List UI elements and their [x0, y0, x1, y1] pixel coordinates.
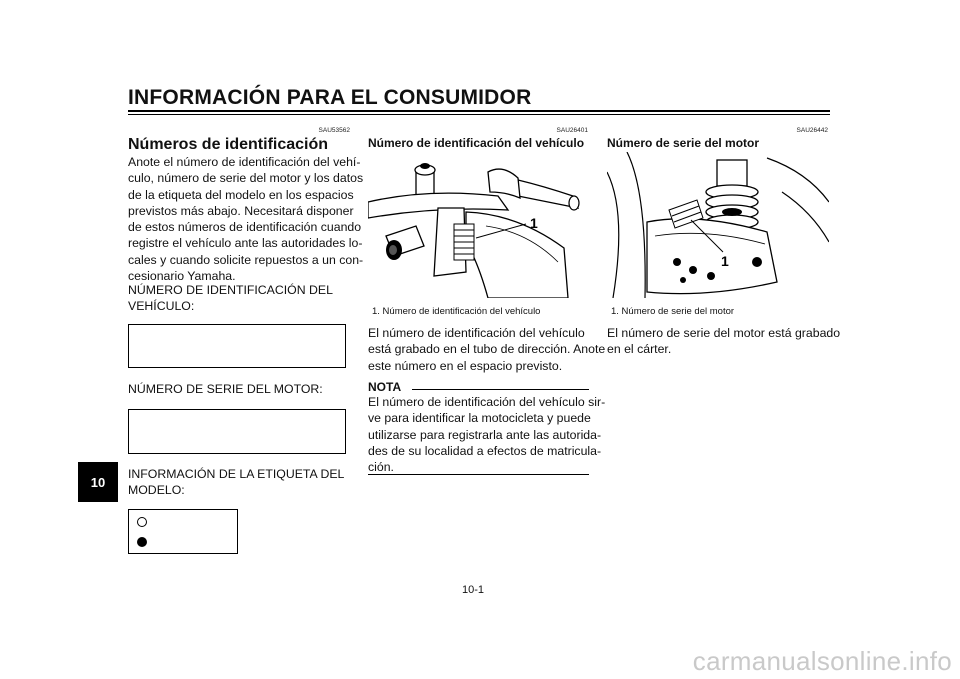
text-line: culo, número de serie del motor y los datos: [128, 171, 364, 186]
figure-caption: 1. Número de identificación del vehículo: [372, 306, 541, 317]
text-line: de estos números de identificación cuando: [128, 220, 362, 235]
note-label: NOTA: [368, 380, 402, 394]
text-line: ción.: [368, 460, 394, 475]
text-line: El número de identificación del vehículo: [368, 326, 585, 340]
vin-entry-box[interactable]: [128, 324, 346, 368]
intro-paragraph: [128, 154, 364, 284]
note-paragraph: [368, 394, 606, 475]
callout-number: 1: [530, 215, 538, 231]
engine-serial-paragraph: [607, 325, 841, 358]
note-rule-top: [412, 389, 589, 390]
section-code: SAU26401: [556, 127, 588, 134]
open-circle-icon: [137, 517, 147, 527]
page-title: INFORMACIÓN PARA EL CONSUMIDOR: [128, 86, 532, 109]
model-label-box[interactable]: [128, 509, 238, 554]
section-heading: Número de serie del motor: [607, 136, 760, 150]
text-line: Anote el número de identificación del vehí-: [128, 155, 361, 169]
text-line: ve para identificar la motocicleta y puede: [368, 411, 591, 426]
figure-caption: 1. Número de serie del motor: [611, 306, 735, 317]
text-line: previstos más abajo. Necesitará disponer: [128, 203, 354, 218]
model-label: INFORMACIÓN DE LA ETIQUETA DEL MODELO:: [128, 467, 345, 498]
vin-label: NÚMERO DE IDENTIFICACIÓN DEL VEHÍCULO:: [128, 283, 333, 314]
chapter-tab: 10: [78, 462, 118, 502]
text-line: El número de serie del motor está grabado: [607, 326, 841, 340]
engine-label: NÚMERO DE SERIE DEL MOTOR:: [128, 382, 323, 396]
page-number: 10-1: [462, 584, 485, 596]
engine-illustration: [607, 152, 829, 298]
section-heading: Números de identificación: [128, 136, 329, 153]
callout-number: 1: [721, 253, 729, 269]
text-line: en el cárter.: [607, 342, 672, 357]
text-line: este número en el espacio previsto.: [368, 358, 563, 373]
text-line: cales y cuando solicite repuestos a un con-: [128, 252, 364, 267]
engine-serial-entry-box[interactable]: [128, 409, 346, 454]
text-line: de la etiqueta del modelo en los espacios: [128, 187, 354, 202]
text-line: registre el vehículo ante las autoridades lo-: [128, 236, 363, 251]
section-code: SAU26442: [796, 127, 828, 134]
text-line: cesionario Yamaha.: [128, 269, 236, 284]
note-rule-bottom: [368, 474, 589, 475]
header-rule-thin: [128, 114, 830, 115]
section-code: SAU53562: [318, 127, 350, 134]
vin-paragraph: [368, 325, 606, 374]
text-line: está grabado en el tubo de dirección. Anote: [368, 342, 606, 357]
text-line: des de su localidad a efectos de matricula-: [368, 443, 602, 458]
steering-head-illustration: [368, 152, 590, 298]
text-line: utilizarse para registrarla ante las autorida-: [368, 427, 602, 442]
text-line: El número de identificación del vehículo sir-: [368, 395, 606, 409]
filled-circle-icon: [137, 537, 147, 547]
section-heading: Número de identificación del vehículo: [368, 136, 585, 150]
watermark: carmanualsonline.info: [692, 646, 952, 676]
header-rule: [128, 110, 830, 112]
